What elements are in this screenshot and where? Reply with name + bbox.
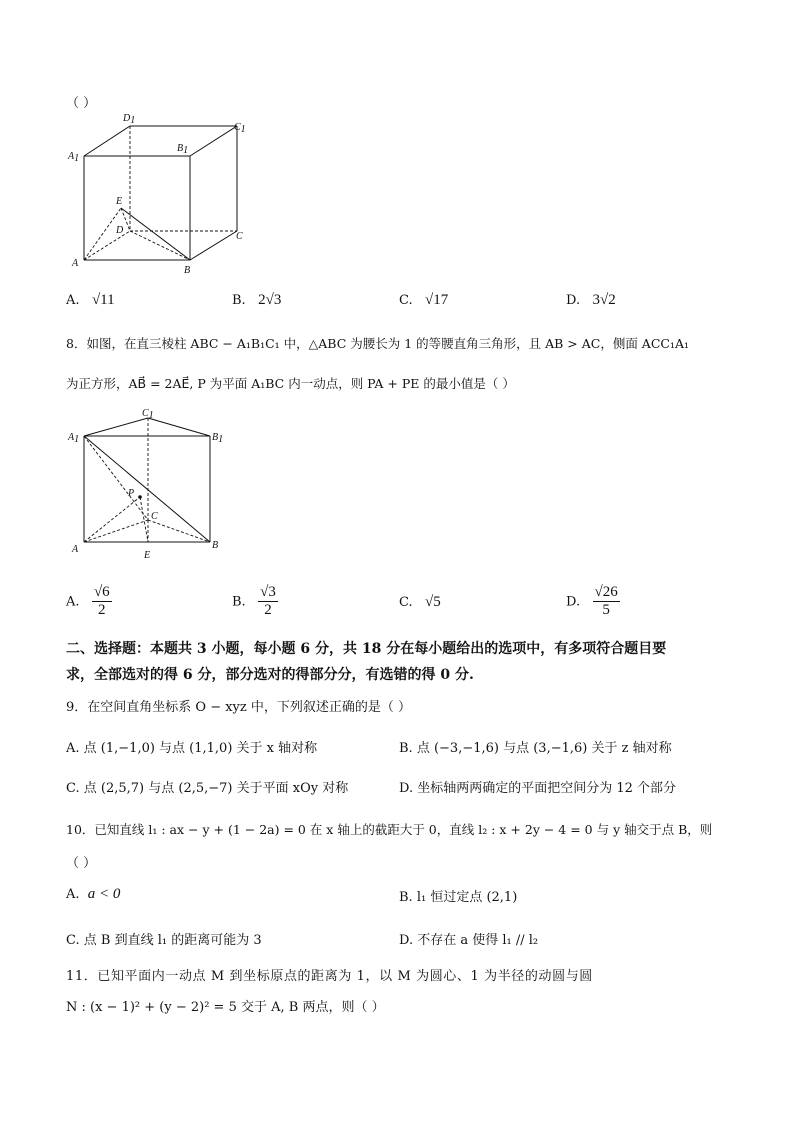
label-b1: B1 [177, 143, 189, 156]
q8-stem-line2: 为正方形，AB⃗ = 2AE⃗, P 为平面 A₁BC 内一动点，则 PA + PE 的最小值是（ ） [66, 376, 515, 391]
q8-stem-line1: 8．如图，在直三棱柱 ABC − A₁B₁C₁ 中，△ABC 为腰长为 1 的等腰直角三角形，且 AB > AC，侧面 ACC₁A₁ [66, 336, 690, 351]
q9-option-b[interactable]: B. 点 (−3,−1,6) 与点 (3,−1,6) 关于 z 轴对称 [399, 741, 672, 756]
label-b: B [212, 540, 219, 551]
q8-option-c[interactable]: C. √5 [399, 594, 441, 610]
q10-answer-blank: （ ） [66, 856, 97, 871]
q10-option-d[interactable]: D. 不存在 a 使得 l₁ // l₂ [399, 933, 539, 948]
q10-option-c[interactable]: C. 点 B 到直线 l₁ 的距离可能为 3 [66, 933, 262, 948]
q7-cube-figure [60, 108, 260, 280]
label-a1: A1 [68, 432, 80, 445]
q11-stem-line2: N : (x − 1)² + (y − 2)² = 5 交于 A, B 两点，则（ ） [66, 1000, 385, 1015]
edge-a1c1 [84, 418, 148, 436]
label-b: B [184, 265, 191, 276]
edge-ap [84, 497, 140, 542]
q9-option-d[interactable]: D. 坐标轴两两确定的平面把空间分为 12 个部分 [399, 781, 677, 796]
edge-c1b1 [148, 418, 210, 436]
label-e: E [116, 196, 123, 207]
point-p [138, 495, 142, 499]
edge-eb [121, 208, 190, 260]
section2-heading-line1: 二、选择题：本题共 3 小题，每小题 6 分，共 18 分在每小题给出的选项中，有多项符合题目要 [66, 641, 667, 657]
label-c1: C1 [142, 408, 154, 421]
label-c: C [151, 511, 158, 522]
edge-a1b [84, 436, 210, 542]
label-a: A [72, 258, 79, 269]
q8-option-b[interactable]: B. $\frac{√3}{2}$ [232, 584, 276, 619]
q8-option-d-fraction: $\frac{√26}{5}$ [594, 584, 618, 619]
edge-cb [148, 520, 210, 542]
q11-stem-line1: 11．已知平面内一动点 M 到坐标原点的距离为 1，以 M 为圆心、1 为半径的动圆与圆 [66, 969, 593, 984]
q7-option-a[interactable]: A. √11 [66, 292, 115, 308]
label-b1: B1 [212, 432, 224, 445]
label-d: D [116, 225, 124, 236]
q9-option-c[interactable]: C. 点 (2,5,7) 与点 (2,5,−7) 关于平面 xOy 对称 [66, 781, 349, 796]
q8-option-b-fraction: $\frac{√3}{2}$ [260, 584, 276, 619]
section2-heading-line2: 求，全部选对的得 6 分，部分选对的得部分分，有选错的得 0 分. [66, 667, 474, 683]
label-p: P [128, 488, 135, 499]
edge-bc [190, 231, 237, 260]
label-c1: C1 [234, 122, 246, 135]
q7-answer-blank: （ ） [66, 96, 97, 111]
edge-a1d1 [84, 126, 130, 156]
label-a1: A1 [68, 151, 80, 164]
q8-prism-figure [60, 402, 240, 564]
q7-option-d[interactable]: D. 3√2 [566, 292, 616, 308]
q7-option-c[interactable]: C. √17 [399, 292, 449, 308]
q7-option-b[interactable]: B. 2√3 [232, 292, 282, 308]
q10-option-b[interactable]: B. l₁ 恒过定点 (2,1) [399, 890, 518, 905]
q8-option-a-fraction: $\frac{√6}{2}$ [93, 584, 110, 619]
label-d1: D1 [123, 113, 136, 126]
q9-stem: 9．在空间直角坐标系 O − xyz 中，下列叙述正确的是（ ） [66, 700, 412, 715]
label-c: C [236, 231, 243, 242]
label-a: A [72, 544, 79, 555]
edge-pe [140, 497, 148, 542]
edge-b1c1 [190, 126, 237, 156]
edge-a1c [84, 436, 148, 520]
edge-db [130, 231, 190, 260]
q8-option-d[interactable]: D. $\frac{√26}{5}$ [566, 584, 618, 619]
q8-option-a[interactable]: A. $\frac{√6}{2}$ [66, 584, 110, 619]
q9-option-a[interactable]: A. 点 (1,−1,0) 与点 (1,1,0) 关于 x 轴对称 [66, 741, 318, 756]
label-e: E [144, 550, 151, 561]
q10-option-a[interactable]: A. a < 0 [66, 886, 121, 902]
q10-stem: 10．已知直线 l₁ : ax − y + (1 − 2a) = 0 在 x 轴上的截距大于 0，直线 l₂ : x + 2y − 4 = 0 与 y 轴交于点 B，则 [66, 822, 713, 837]
edge-ac [84, 520, 148, 542]
